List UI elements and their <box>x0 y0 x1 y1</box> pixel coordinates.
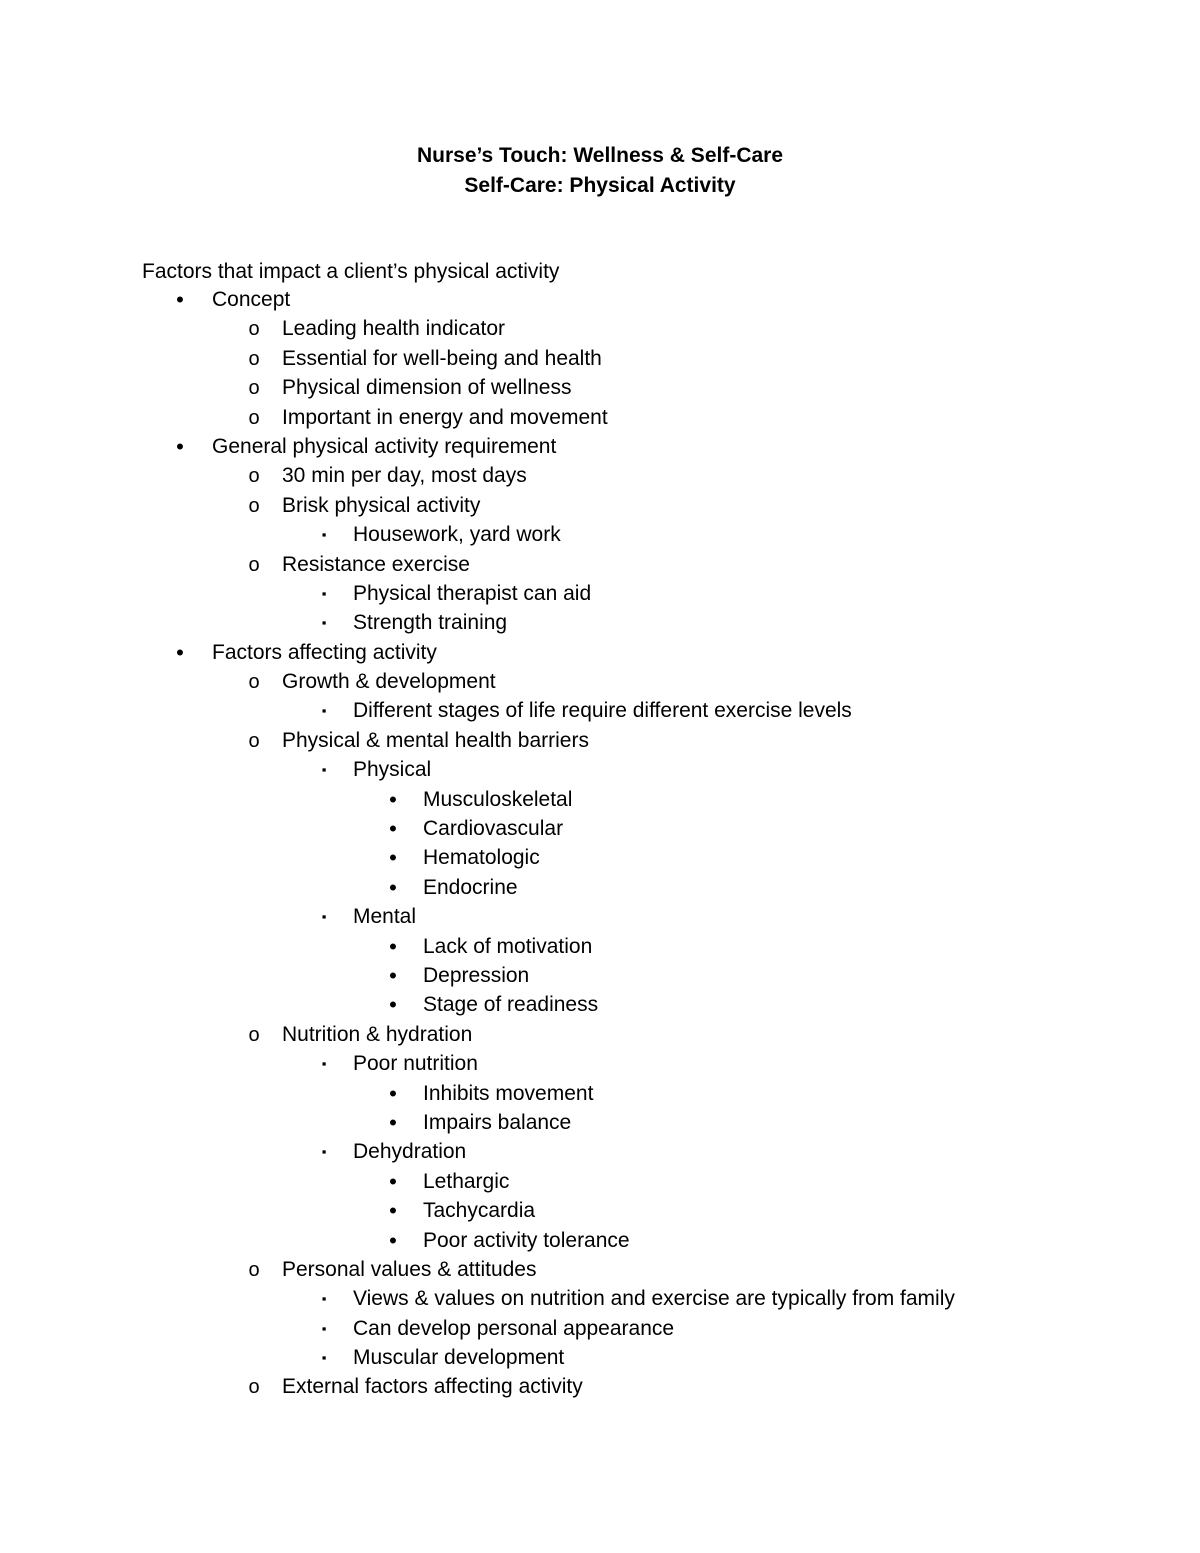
outline-item-level-4 <box>0 964 1200 993</box>
circle-marker-icon: o <box>248 553 260 576</box>
square-marker-icon: ▪ <box>321 762 327 778</box>
outline-item-text: Impairs balance <box>423 1110 572 1134</box>
square-marker-icon: ▪ <box>321 585 327 601</box>
outline-item-level-1 <box>0 435 1200 464</box>
outline-item-text: Different stages of life require different exercise levels <box>353 699 852 723</box>
square-marker-icon: ▪ <box>321 909 327 925</box>
outline-item-level-3 <box>0 523 1200 552</box>
outline-item-level-2 <box>0 670 1200 699</box>
outline-item-text: Factors affecting activity <box>212 640 437 664</box>
outline-item-level-4 <box>0 993 1200 1022</box>
outline-item-level-3 <box>0 1052 1200 1081</box>
outline-item-text: Views & values on nutrition and exercise are typically from family <box>353 1287 955 1311</box>
circle-marker-icon: o <box>248 729 260 752</box>
outline-item-level-2 <box>0 347 1200 376</box>
bullet-marker-icon: • <box>389 786 397 812</box>
circle-marker-icon: o <box>248 377 260 400</box>
outline-item-text: Brisk physical activity <box>282 493 481 517</box>
outline-item-text: Resistance exercise <box>282 552 470 576</box>
outline-item-text: Essential for well-being and health <box>282 346 602 370</box>
outline-item-level-3 <box>0 611 1200 640</box>
outline-item-text: Leading health indicator <box>282 317 506 341</box>
outline-item-text: Personal values & attitudes <box>282 1257 537 1281</box>
outline-item-level-3 <box>0 1346 1200 1375</box>
circle-marker-icon: o <box>248 465 260 488</box>
outline-item-text: Cardiovascular <box>423 817 564 841</box>
outline-item-text: Physical <box>353 758 432 782</box>
outline-item-text: Muscular development <box>353 1346 565 1370</box>
outline-item-text: Can develop personal appearance <box>353 1316 675 1340</box>
square-marker-icon: ▪ <box>321 1291 327 1307</box>
circle-marker-icon: o <box>248 1376 260 1399</box>
outline-item-text: Mental <box>353 905 417 929</box>
outline-item-level-2 <box>0 1023 1200 1052</box>
outline-item-level-1 <box>0 288 1200 317</box>
bullet-marker-icon: • <box>389 845 397 871</box>
bullet-marker-icon: • <box>389 1109 397 1135</box>
bullet-marker-icon: • <box>389 874 397 900</box>
section-intro: Factors that impact a client’s physical activity <box>142 260 560 283</box>
outline-item-level-1 <box>0 641 1200 670</box>
outline-item-level-4 <box>0 1111 1200 1140</box>
circle-marker-icon: o <box>248 494 260 517</box>
outline-item-level-4 <box>0 935 1200 964</box>
outline-list <box>0 288 1200 1405</box>
square-marker-icon: ▪ <box>321 1320 327 1336</box>
bullet-marker-icon: • <box>176 639 184 665</box>
outline-item-text: Physical & mental health barriers <box>282 728 589 752</box>
outline-item-level-2 <box>0 464 1200 493</box>
outline-item-level-4 <box>0 846 1200 875</box>
outline-item-text: External factors affecting activity <box>282 1375 583 1399</box>
document-title: Nurse’s Touch: Wellness & Self-Care <box>416 144 784 167</box>
bullet-marker-icon: • <box>389 933 397 959</box>
bullet-marker-icon: • <box>389 1080 397 1106</box>
document-subtitle: Self-Care: Physical Activity <box>464 174 736 197</box>
outline-item-text: Endocrine <box>423 875 518 899</box>
square-marker-icon: ▪ <box>321 527 327 543</box>
square-marker-icon: ▪ <box>321 1350 327 1366</box>
square-marker-icon: ▪ <box>321 615 327 631</box>
square-marker-icon: ▪ <box>321 1144 327 1160</box>
circle-marker-icon: o <box>248 671 260 694</box>
outline-item-text: Important in energy and movement <box>282 405 608 429</box>
outline-item-text: General physical activity requirement <box>212 434 557 458</box>
outline-item-text: Musculoskeletal <box>423 787 573 811</box>
outline-item-text: Poor nutrition <box>353 1052 478 1076</box>
outline-item-level-3 <box>0 1317 1200 1346</box>
outline-item-level-2 <box>0 317 1200 346</box>
circle-marker-icon: o <box>248 406 260 429</box>
circle-marker-icon: o <box>248 1258 260 1281</box>
outline-item-text: Inhibits movement <box>423 1081 594 1105</box>
outline-item-text: Concept <box>212 288 291 311</box>
outline-item-text: Nutrition & hydration <box>282 1022 473 1046</box>
outline-item-text: Hematologic <box>423 846 540 870</box>
bullet-marker-icon: • <box>176 433 184 459</box>
square-marker-icon: ▪ <box>321 703 327 719</box>
outline-item-level-2 <box>0 729 1200 758</box>
outline-item-text: Lethargic <box>423 1169 510 1193</box>
outline-item-level-4 <box>0 1170 1200 1199</box>
outline-item-level-4 <box>0 1199 1200 1228</box>
outline-item-level-2 <box>0 376 1200 405</box>
outline-item-text: 30 min per day, most days <box>282 464 527 488</box>
outline-item-text: Poor activity tolerance <box>423 1228 630 1252</box>
outline-item-level-3 <box>0 1287 1200 1316</box>
outline-item-text: Tachycardia <box>423 1199 536 1223</box>
circle-marker-icon: o <box>248 1023 260 1046</box>
outline-item-level-2 <box>0 406 1200 435</box>
circle-marker-icon: o <box>248 318 260 341</box>
outline-item-level-3 <box>0 758 1200 787</box>
bullet-marker-icon: • <box>389 1198 397 1224</box>
bullet-marker-icon: • <box>389 1168 397 1194</box>
outline-item-level-3 <box>0 905 1200 934</box>
outline-item-text: Stage of readiness <box>423 993 599 1017</box>
outline-item-level-2 <box>0 1258 1200 1287</box>
circle-marker-icon: o <box>248 347 260 370</box>
outline-item-level-3 <box>0 699 1200 728</box>
outline-item-text: Growth & development <box>282 670 496 694</box>
outline-item-level-4 <box>0 788 1200 817</box>
outline-item-text: Strength training <box>353 611 508 635</box>
bullet-marker-icon: • <box>389 962 397 988</box>
square-marker-icon: ▪ <box>321 1056 327 1072</box>
outline-item-level-4 <box>0 817 1200 846</box>
outline-item-text: Physical therapist can aid <box>353 581 592 605</box>
outline-item-level-2 <box>0 1375 1200 1404</box>
outline-item-level-2 <box>0 553 1200 582</box>
outline-item-level-4 <box>0 876 1200 905</box>
bullet-marker-icon: • <box>389 1227 397 1253</box>
outline-item-level-4 <box>0 1082 1200 1111</box>
bullet-marker-icon: • <box>176 287 184 312</box>
bullet-marker-icon: • <box>389 992 397 1018</box>
bullet-marker-icon: • <box>389 816 397 842</box>
outline-item-level-2 <box>0 494 1200 523</box>
outline-item-text: Physical dimension of wellness <box>282 376 572 400</box>
outline-item-text: Dehydration <box>353 1140 467 1164</box>
outline-item-text: Depression <box>423 963 530 987</box>
outline-item-text: Lack of motivation <box>423 934 593 958</box>
outline-item-level-3 <box>0 582 1200 611</box>
outline-item-text: Housework, yard work <box>353 523 561 547</box>
outline-item-level-4 <box>0 1229 1200 1258</box>
outline-item-level-3 <box>0 1140 1200 1169</box>
